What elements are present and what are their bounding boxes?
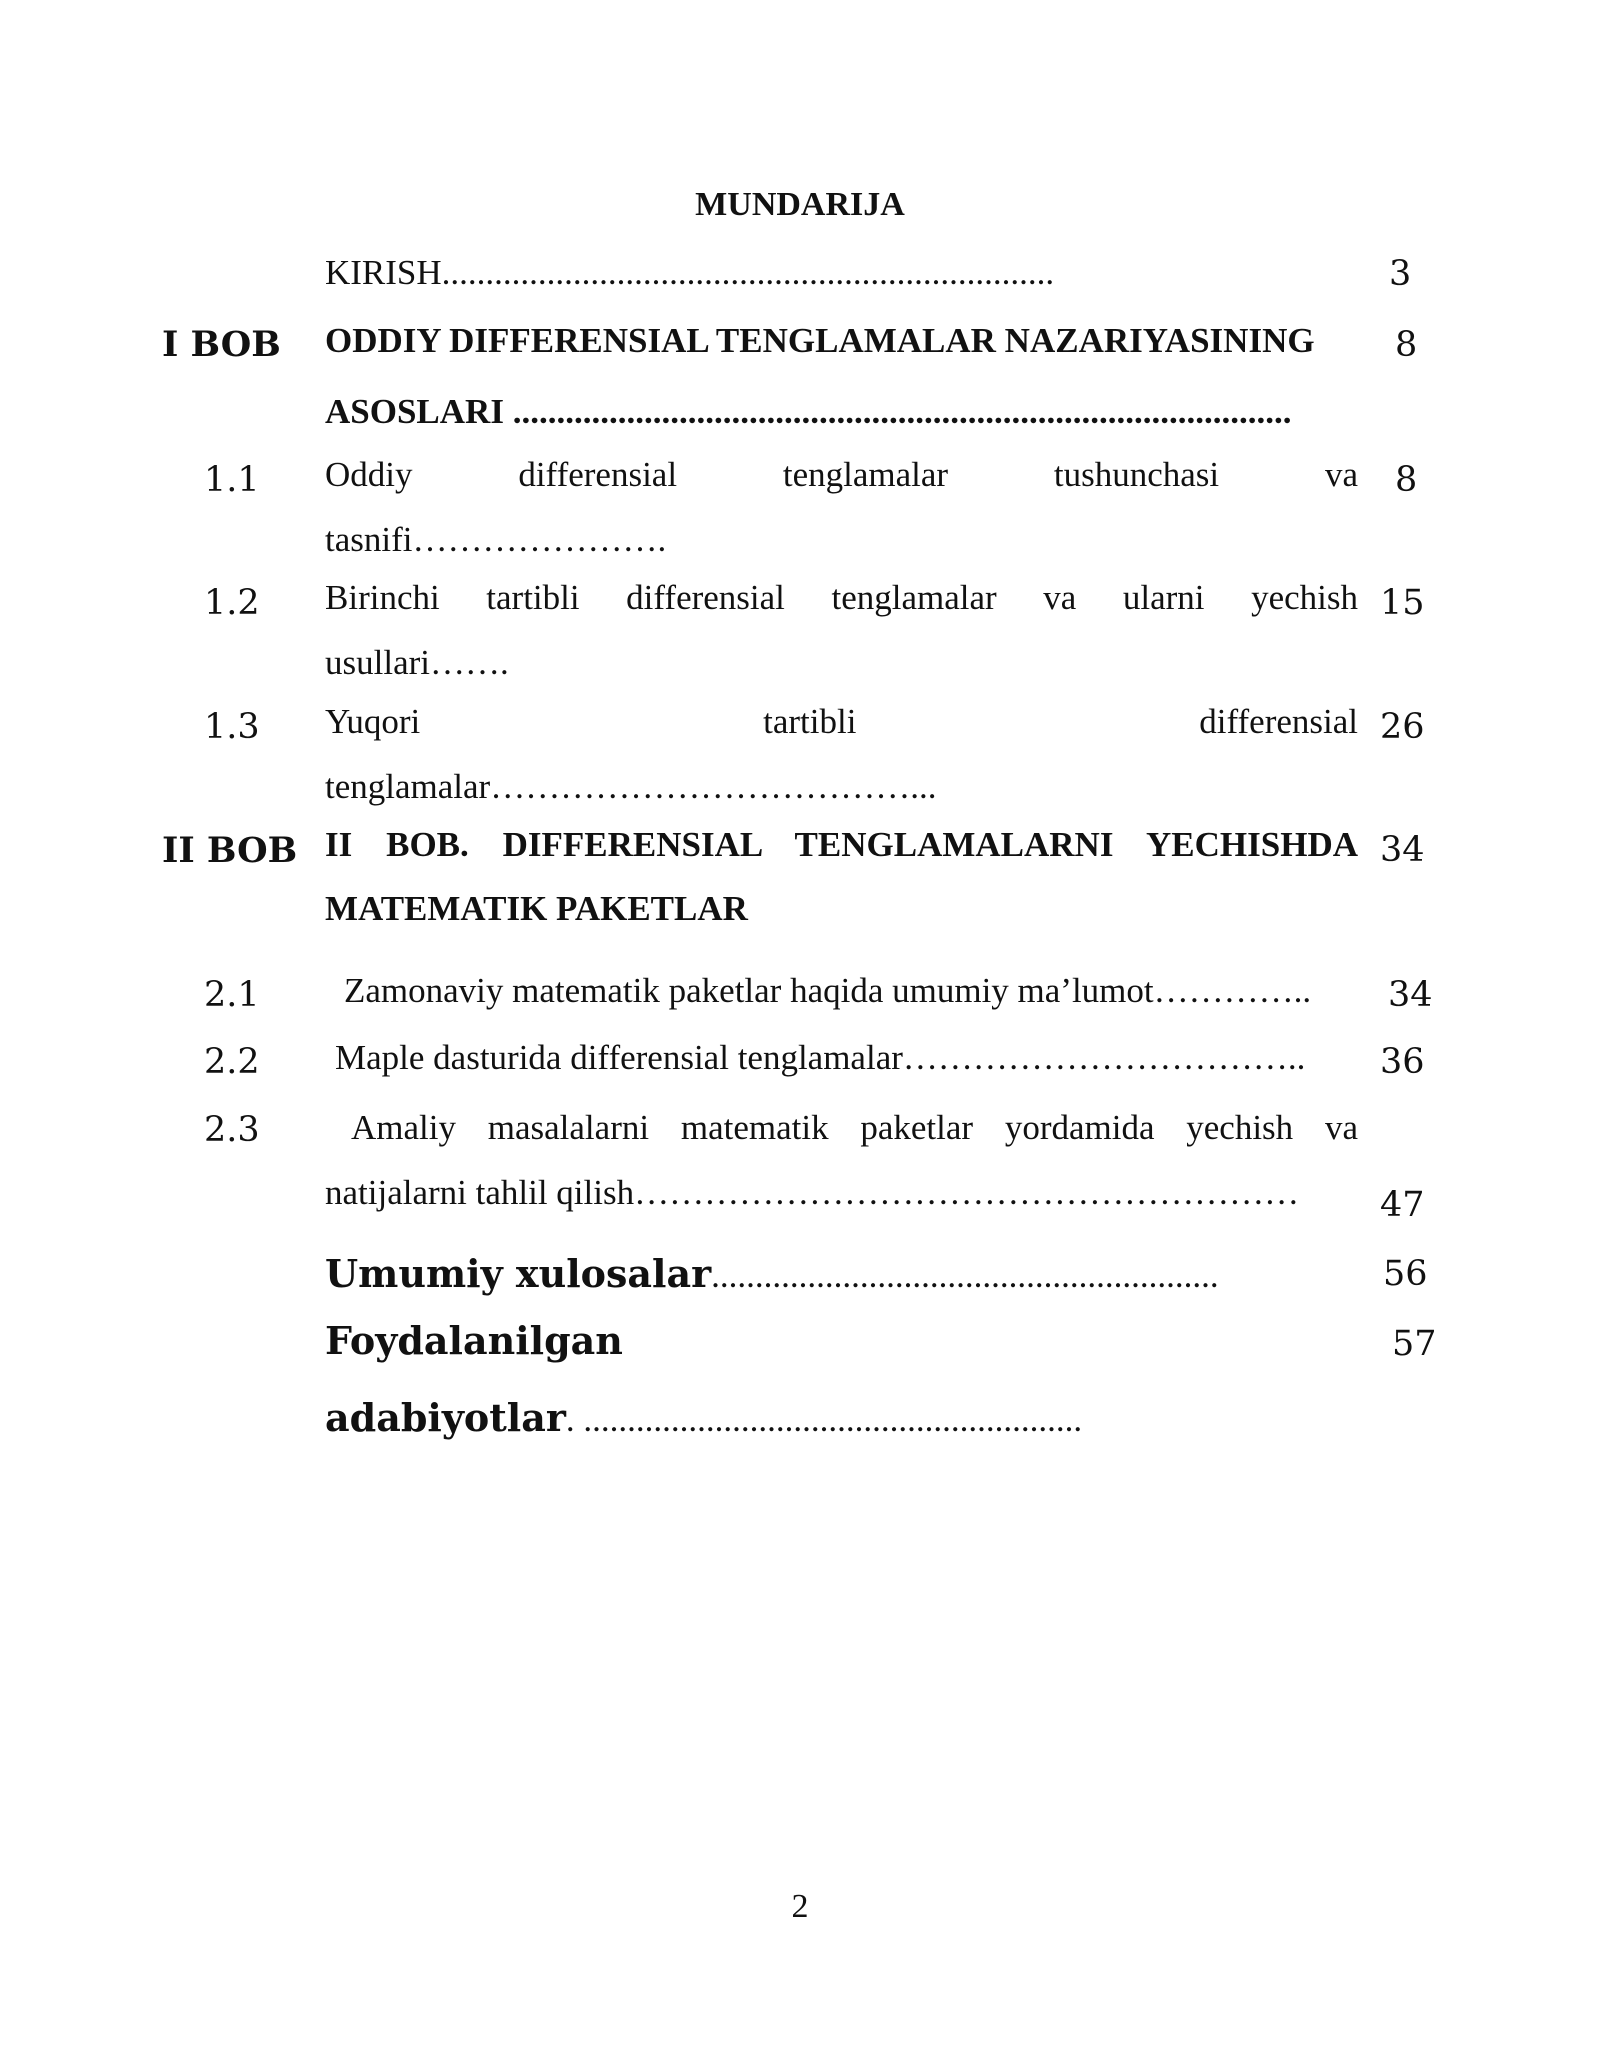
section-number-2-3: 2.3	[204, 1110, 260, 1150]
section-title-1-1-line1: Oddiy differensial tenglamalar tushunchasi va	[325, 455, 1358, 494]
section-title-2-2: Maple dasturida differensial tenglamalar……………………………..	[335, 1038, 1306, 1077]
toc-entry-intro: KIRISH......................................................................	[325, 253, 1055, 292]
toc-page-references: 57	[1392, 1324, 1437, 1364]
section-title-2-3-line1: Amaliy masalalarni matematik paketlar yordamida yechish va	[351, 1108, 1358, 1147]
toc-title: MUNDARIJA	[695, 186, 905, 223]
page-number: 2	[791, 1888, 809, 1925]
toc-page-intro: 3	[1389, 254, 1412, 294]
toc-page-chapter2: 34	[1380, 830, 1425, 870]
section-title-2-3-line2: natijalarni tahlil qilish…………………………………………………	[325, 1173, 1300, 1212]
section-title-1-1-line2: tasnifi………………….	[325, 520, 667, 559]
chapter-title-1-line2: ASOSLARI .........................................................................................	[325, 392, 1292, 431]
section-title-1-2-line2: usullari…….	[325, 643, 509, 682]
section-number-1-1: 1.1	[204, 460, 260, 500]
chapter-title-2-line1: II BOB. DIFFERENSIAL TENGLAMALARNI YECHISHDA	[325, 825, 1358, 864]
toc-entry-references	[325, 1390, 1082, 1455]
toc-page-2-1: 34	[1388, 975, 1433, 1015]
references-dots: . .........................................................	[565, 1400, 1083, 1439]
section-number-2-2: 2.2	[204, 1042, 260, 1082]
section-number-1-3: 1.3	[204, 707, 260, 747]
toc-page-chapter1: 8	[1395, 325, 1418, 365]
chapter-title-1-line1: ODDIY DIFFERENSIAL TENGLAMALAR NAZARIYASINING	[325, 321, 1315, 360]
toc-page-2-2: 36	[1380, 1042, 1425, 1082]
toc-page-2-3: 47	[1380, 1185, 1425, 1225]
section-title-1-3-line1: Yuqori tartibli differensial	[325, 702, 1358, 741]
chapter-label-1: I BOB	[162, 324, 281, 365]
toc-entry-conclusion	[325, 1246, 1219, 1311]
section-title-1-2-line1: Birinchi tartibli differensial tenglamalar va ularni yechish	[325, 578, 1358, 617]
toc-page-1-2: 15	[1380, 583, 1425, 623]
toc-page-conclusion: 56	[1383, 1254, 1428, 1294]
references-label-line1: Foydalanilgan	[325, 1318, 623, 1363]
section-title-2-1: Zamonaviy matematik paketlar haqida umumiy ma’lumot…………..	[344, 971, 1312, 1010]
chapter-title-2-line2: MATEMATIK PAKETLAR	[325, 889, 748, 928]
section-title-1-3-line2: tenglamalar………………………………...	[325, 767, 937, 806]
chapter-label-2: II BOB	[162, 830, 298, 871]
conclusion-label: Umumiy xulosalar	[325, 1251, 712, 1296]
references-label-line2: adabiyotlar	[325, 1395, 566, 1440]
section-number-2-1: 2.1	[204, 975, 260, 1015]
conclusion-dots: ..........................................................	[711, 1256, 1219, 1295]
section-number-1-2: 1.2	[204, 583, 260, 623]
toc-page-1-3: 26	[1380, 707, 1425, 747]
toc-page-1-1: 8	[1395, 460, 1418, 500]
